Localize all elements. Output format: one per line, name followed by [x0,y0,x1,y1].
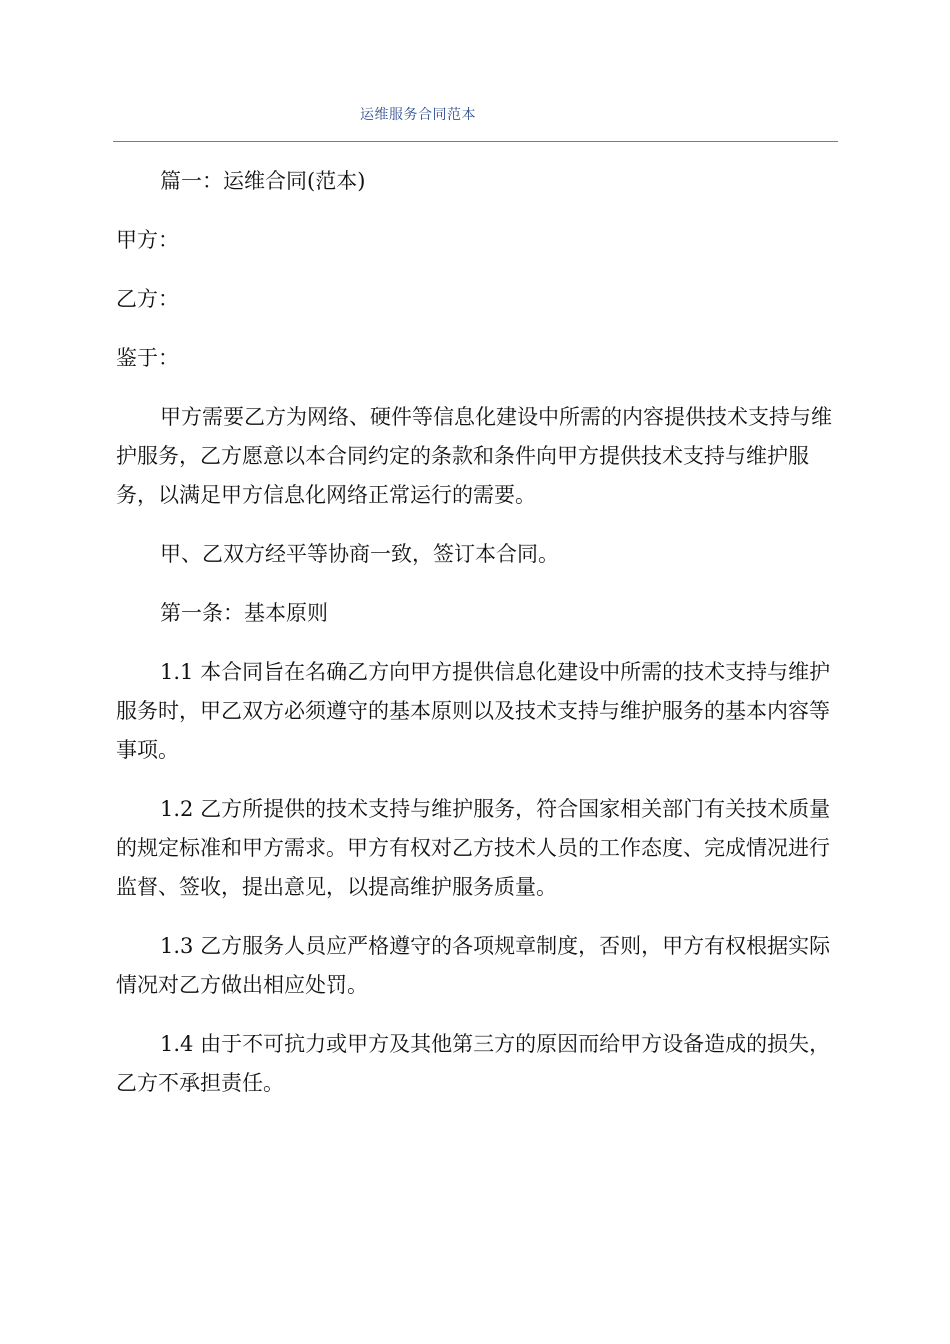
section-heading: 篇一：运维合同(范本) [160,169,366,193]
party-a-label: 甲方： [116,228,179,252]
paragraph-agreement: 甲、乙双方经平等协商一致，签订本合同。 [160,542,559,566]
whereas-label: 鉴于： [116,346,179,370]
party-b-label: 乙方： [116,287,179,311]
article-heading: 第一条：基本原则 [160,601,328,625]
running-header-title: 运维服务合同范本 [360,107,476,123]
header-divider [113,141,838,142]
paragraph-purpose: 甲方需要乙方为网络、硬件等信息化建设中所需的内容提供技术支持与维护服务，乙方愿意以本合同约定的条款和条件向甲方提供技术支持与维护服务，以满足甲方信息化网络正常运行的需要。 [116,405,832,507]
clause-1-3: 1.3 乙方服务人员应严格遵守的各项规章制度，否则，甲方有权根据实际情况对乙方做出相应处罚。 [116,934,831,997]
clause-1-4: 1.4 由于不可抗力或甲方及其他第三方的原因而给甲方设备造成的损失，乙方不承担责任。 [116,1032,831,1095]
clause-1-2: 1.2 乙方所提供的技术支持与维护服务，符合国家相关部门有关技术质量的规定标准和甲方需求。甲方有权对乙方技术人员的工作态度、完成情况进行监督、签收，提出意见，以提高维护服务质量。 [116,797,831,899]
document-body [116,162,836,1123]
clause-1-1: 1.1 本合同旨在名确乙方向甲方提供信息化建设中所需的技术支持与维护服务时，甲乙双方必须遵守的基本原则以及技术支持与维护服务的基本内容等事项。 [116,660,831,762]
